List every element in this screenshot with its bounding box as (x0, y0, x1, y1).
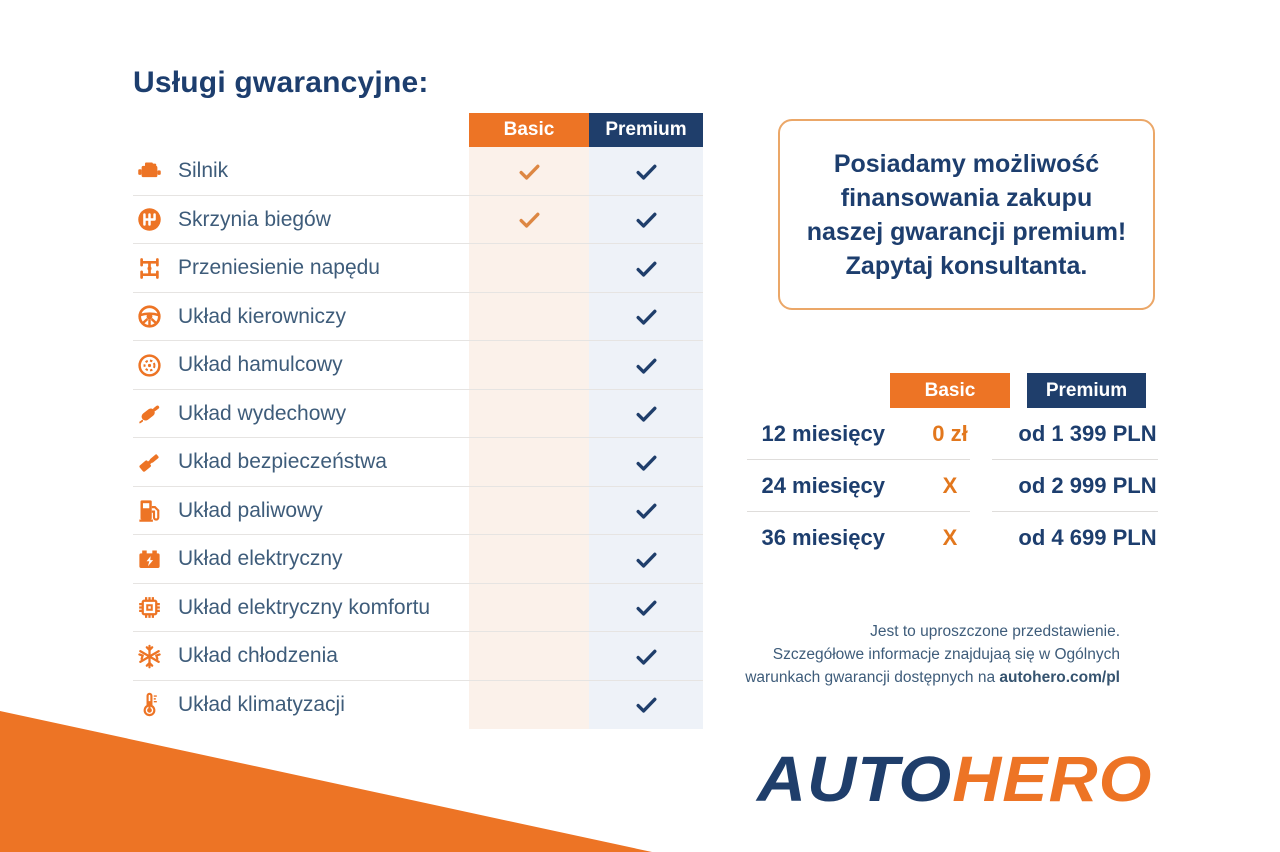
warranty-item-label: Układ elektryczny (178, 547, 343, 571)
financing-callout-box (778, 119, 1155, 310)
exhaust-icon (134, 400, 164, 427)
warranty-table-row (133, 147, 703, 196)
warranty-item-label: Układ paliwowy (178, 498, 323, 522)
basic-empty-cell (469, 438, 589, 487)
pricing-table-row (745, 408, 1165, 460)
basic-not-available-mark: X (942, 525, 958, 550)
warranty-table-row (133, 632, 703, 681)
premium-check-icon (589, 390, 703, 439)
autohero-logo (757, 742, 1152, 816)
disclaimer-line-1: Jest to uproszczone przedstawienie. (870, 623, 1120, 640)
gearbox-icon (134, 206, 164, 233)
basic-empty-cell (469, 244, 589, 293)
steering-wheel-icon (134, 303, 164, 330)
premium-price-value: od 4 699 PLN (1018, 525, 1157, 550)
warranty-table-row (133, 341, 703, 390)
pricing-table-row (745, 460, 1165, 512)
warranty-table-row (133, 487, 703, 536)
warranty-item-label: Układ bezpieczeństwa (178, 450, 387, 474)
pricing-period-label: 36 miesięcy (761, 525, 885, 550)
warranty-table-row (133, 293, 703, 342)
financing-box-line: finansowania zakupu (840, 183, 1093, 212)
bottom-left-wedge-decoration (0, 711, 652, 852)
financing-box-line: naszej gwarancji premium! (806, 217, 1127, 246)
brake-disc-icon (134, 352, 164, 379)
basic-empty-cell (469, 681, 589, 730)
page-title: Usługi gwarancyjne: (133, 66, 429, 99)
basic-empty-cell (469, 632, 589, 681)
warranty-rows (133, 147, 703, 729)
financing-box-line: Zapytaj konsultanta. (845, 251, 1088, 280)
pricing-rows (745, 408, 1165, 564)
pricing-header-premium: Premium (1027, 373, 1146, 408)
seatbelt-icon (134, 449, 164, 476)
premium-check-icon (589, 341, 703, 390)
premium-check-icon (589, 584, 703, 633)
warranty-table-row (133, 196, 703, 245)
disclaimer-text (700, 620, 1120, 689)
warranty-item-label: Układ chłodzenia (178, 644, 338, 668)
warranty-item-label: Skrzynia biegów (178, 207, 331, 231)
basic-not-available-mark: X (942, 473, 958, 498)
warranty-table-row (133, 681, 703, 730)
warranty-header-premium: Premium (589, 113, 703, 147)
chip-icon (134, 594, 164, 621)
basic-empty-cell (469, 487, 589, 536)
pricing-header-basic: Basic (890, 373, 1010, 408)
premium-check-icon (589, 681, 703, 730)
warranty-item-label: Silnik (178, 159, 229, 183)
disclaimer-line-3-prefix: warunkach gwarancji dostępnych na (745, 669, 1000, 686)
warranty-table-row (133, 584, 703, 633)
basic-price-value: 0 zł (932, 421, 968, 446)
basic-empty-cell (469, 584, 589, 633)
premium-check-icon (589, 632, 703, 681)
disclaimer-line-3 (700, 666, 1120, 689)
pricing-table (745, 373, 1165, 569)
autohero-link[interactable]: autohero.com/pl (999, 669, 1120, 686)
premium-check-icon (589, 244, 703, 293)
logo-auto-part: AUTO (757, 743, 953, 815)
warranty-item-label: Przeniesienie napędu (178, 256, 380, 280)
warranty-item-label: Układ wydechowy (178, 401, 347, 425)
warranty-table-row (133, 390, 703, 439)
engine-icon (134, 158, 164, 185)
basic-check-icon (469, 147, 589, 196)
fuel-pump-icon (134, 497, 164, 524)
pricing-period-label: 12 miesięcy (761, 421, 885, 446)
warranty-comparison-table (133, 113, 703, 729)
warranty-item-label: Układ klimatyzacji (178, 692, 345, 716)
premium-check-icon (589, 293, 703, 342)
basic-empty-cell (469, 535, 589, 584)
basic-empty-cell (469, 341, 589, 390)
premium-check-icon (589, 535, 703, 584)
warranty-item-label: Układ kierowniczy (178, 304, 347, 328)
financing-box-line: Posiadamy możliwość (833, 149, 1100, 178)
warranty-item-label: Układ elektryczny komfortu (178, 595, 431, 619)
basic-empty-cell (469, 293, 589, 342)
basic-check-icon (469, 196, 589, 245)
warranty-table-row (133, 438, 703, 487)
premium-check-icon (589, 438, 703, 487)
pricing-table-row (745, 512, 1165, 564)
premium-price-value: od 1 399 PLN (1018, 421, 1157, 446)
premium-check-icon (589, 196, 703, 245)
battery-icon (134, 546, 164, 573)
warranty-header-basic: Basic (469, 113, 589, 147)
logo-hero-part: HERO (952, 743, 1153, 815)
snowflake-icon (134, 643, 164, 670)
disclaimer-line-2: Szczegółowe informacje znajdujaą się w Ogólnych (772, 646, 1120, 663)
warranty-item-label: Układ hamulcowy (178, 353, 343, 377)
warranty-table-row (133, 244, 703, 293)
premium-check-icon (589, 147, 703, 196)
premium-check-icon (589, 487, 703, 536)
drivetrain-icon (134, 255, 164, 282)
premium-price-value: od 2 999 PLN (1018, 473, 1157, 498)
warranty-table-row (133, 535, 703, 584)
basic-empty-cell (469, 390, 589, 439)
pricing-period-label: 24 miesięcy (761, 473, 885, 498)
thermometer-icon (134, 691, 164, 718)
